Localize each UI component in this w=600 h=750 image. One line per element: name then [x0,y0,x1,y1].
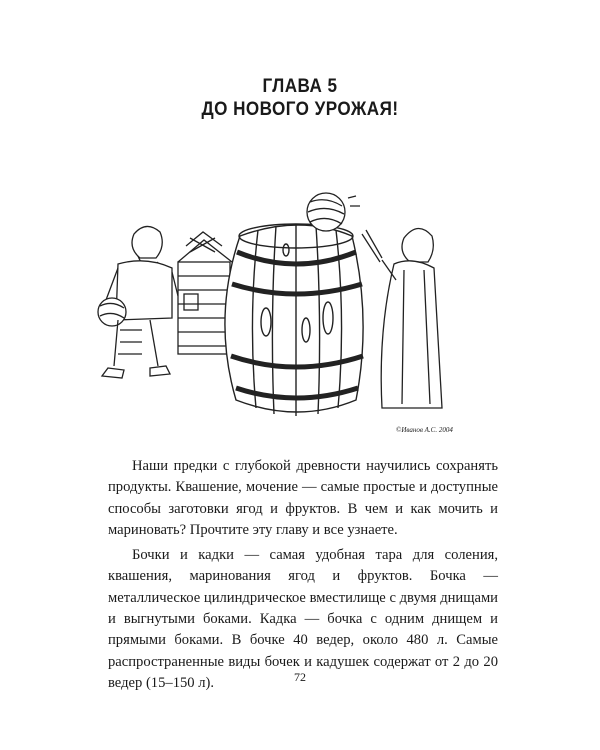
body-text [108,456,498,694]
paragraph-1: Наши предки с глубокой древности научились сохранять продукты. Квашение, мочение — самые простые и доступные способы заготовки ягод и фруктов. В чем и как мочить и мариновать? Прочтите эту главу и все узнаете. [108,458,498,538]
illustration-signature: ©Иванов А.С. 2004 [396,426,453,434]
chapter-title: ДО НОВОГО УРОЖАЯ! [201,99,399,120]
paragraph-2: Бочки и кадки — самая удобная тара для соления, квашения, маринования ягод и фруктов. Бочка — металлическое цилиндрическое вместилище с двумя днищами и выгнутыми боками. Кадка — бочка с одним днищем и прямыми боками. В бочке 40 ведер, около 480 л. Самые распространенные виды бочек и кадушек содержат от 2 до 20 ведер (15–150 л). [108,547,498,691]
man-drawing [98,226,178,378]
barrel-drawing [225,224,363,416]
melon-drawing [307,193,360,231]
page-number: 72 [294,670,306,684]
chapter-number: ГЛАВА 5 [262,76,338,97]
woman-drawing [362,228,442,408]
house-drawing [178,232,232,354]
